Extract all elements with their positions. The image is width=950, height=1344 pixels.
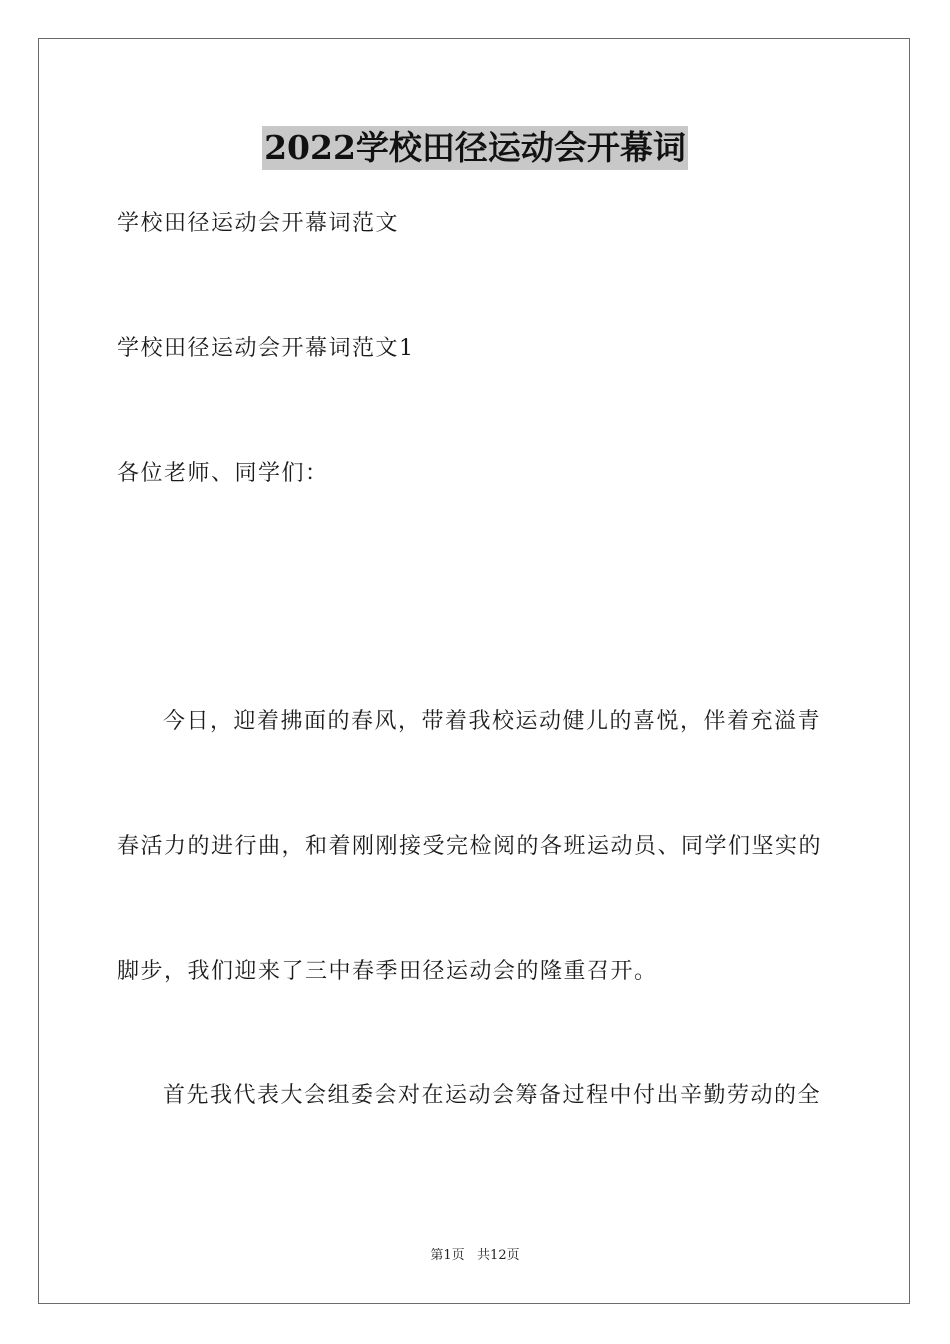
document-subtitle: 学校田径运动会开幕词范文 xyxy=(117,211,400,236)
page-footer: 第1页 共12页 xyxy=(430,1248,520,1263)
paragraph1-line2: 春活力的进行曲，和着刚刚接受完检阅的各班运动员、同学们坚实的 xyxy=(117,834,823,859)
document-title: 2022学校田径运动会开幕词 xyxy=(262,126,688,170)
paragraph1-line3: 脚步，我们迎来了三中春季田径运动会的隆重召开。 xyxy=(117,959,658,984)
title-container xyxy=(0,126,950,170)
paragraph2-line1: 首先我代表大会组委会对在运动会筹备过程中付出辛勤劳动的全 xyxy=(163,1083,822,1108)
section-heading: 学校田径运动会开幕词范文1 xyxy=(117,336,415,361)
paragraph1-line1: 今日，迎着拂面的春风，带着我校运动健儿的喜悦，伴着充溢青 xyxy=(163,709,822,734)
greeting: 各位老师、同学们： xyxy=(117,461,329,486)
